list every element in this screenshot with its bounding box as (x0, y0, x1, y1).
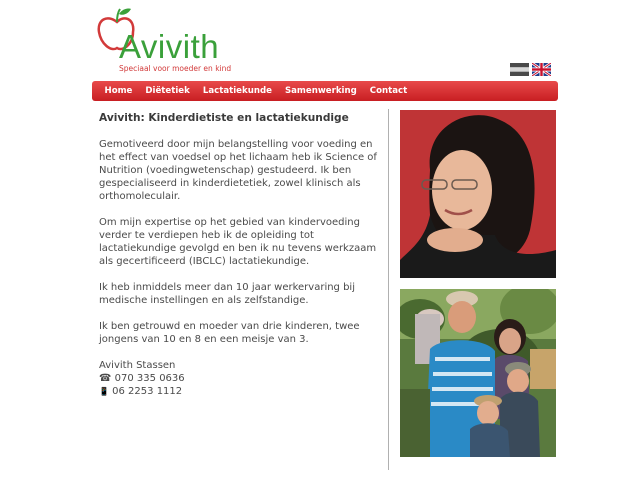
experience-paragraph: Ik heb inmiddels meer dan 10 jaar werkervaring bij medische instellingen en als zelfstandige. (99, 282, 355, 306)
brand-tagline: Speciaal voor moeder en kind (119, 64, 232, 73)
contact-phone: 070 335 0636 (114, 373, 185, 384)
mobile-icon: 📱 (99, 387, 109, 396)
page-title: Avivith: Kinderdietiste en lactatiekundige (99, 112, 349, 124)
nav-item-contact[interactable]: Contact (369, 86, 408, 96)
nav-item-home[interactable]: Home (104, 86, 133, 96)
contact-name: Avivith Stassen (99, 360, 176, 371)
nav-item-lactatiekunde[interactable]: Lactatiekunde (202, 86, 272, 96)
flag-uk-icon[interactable] (532, 63, 551, 76)
intro-paragraph: Gemotiveerd door mijn belangstelling voor voeding en het effect van voedsel op het lichaam heb ik Science of Nutrition (voedingwetenschap) gestudeerd. Ik ben gespecialiseerd in kinderdietetiek, zowel klinisch als orthomoleculair. (99, 139, 377, 202)
portrait-photo (400, 110, 556, 278)
flag-nl-icon[interactable] (510, 63, 529, 76)
column-divider (388, 109, 389, 470)
main-content (99, 112, 381, 398)
expertise-paragraph: Om mijn expertise op het gebied van kindervoeding verder te verdiepen heb ik de opleiding tot lactatiekundige gevolgd en ben ik nu tevens werkzaam als gecertificeerd (IBCLC) lactatiekundige. (99, 217, 377, 267)
family-photo (400, 289, 556, 457)
language-switcher (510, 63, 551, 76)
nav-item-samenwerking[interactable]: Samenwerking (284, 86, 357, 96)
logo[interactable] (97, 6, 247, 76)
nav-item-dietetiek[interactable]: Diëtetiek (145, 86, 190, 96)
contact-mobile: 06 2253 1112 (112, 386, 183, 397)
brand-name: Avivith (119, 28, 220, 65)
main-nav (92, 81, 558, 101)
phone-icon: ☎ (99, 373, 112, 384)
contact-mobile-line (99, 385, 381, 398)
family-paragraph: Ik ben getrouwd en moeder van drie kinderen, twee jongens van 10 en 8 en een meisje van 3. (99, 321, 360, 345)
contact-phone-line (99, 372, 381, 385)
